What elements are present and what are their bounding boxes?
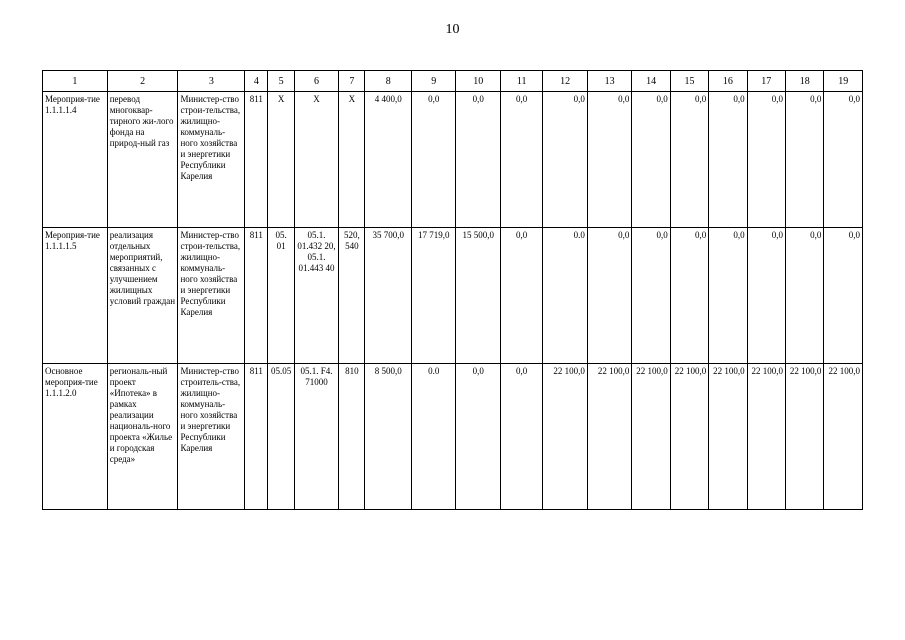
table-cell: Х xyxy=(294,92,338,228)
description-cell: региональ-ный проект «Ипотека» в рамках реализации националь-ного проекта «Жилье и городская среда» xyxy=(107,364,178,510)
column-header: 16 xyxy=(709,71,747,92)
executor-cell: Министер-ство строитель-ства, жилищно-коммуналь-ного хозяйства и энергетики Республики Карелия xyxy=(178,364,245,510)
table-cell: 0,0 xyxy=(500,92,542,228)
column-header: 10 xyxy=(456,71,500,92)
executor-cell: Министер-ство строи-тельства, жилищно-коммуналь-ного хозяйства и энергетики Республики Карелия xyxy=(178,92,245,228)
table-cell: 22 100,0 xyxy=(824,364,863,510)
table-cell: 0,0 xyxy=(709,92,747,228)
table-cell: 0,0 xyxy=(747,92,785,228)
budget-table xyxy=(42,70,863,510)
measure-cell: Мероприя-тие 1.1.1.1.4 xyxy=(43,92,108,228)
table-cell: 0,0 xyxy=(500,228,542,364)
table-cell: 8 500,0 xyxy=(365,364,412,510)
table-cell: 0,0 xyxy=(456,92,500,228)
table-cell: 0,0 xyxy=(670,92,708,228)
table-cell: 05.1. 01.432 20, 05.1. 01.443 40 xyxy=(294,228,338,364)
column-header: 12 xyxy=(543,71,587,92)
column-header: 6 xyxy=(294,71,338,92)
description-cell: перевод многоквар-тирного жи-лого фонда на природ-ный газ xyxy=(107,92,178,228)
measure-cell: Мероприя-тие 1.1.1.1.5 xyxy=(43,228,108,364)
table-cell: 22 100,0 xyxy=(747,364,785,510)
column-header: 9 xyxy=(411,71,455,92)
table-cell: 05. 01 xyxy=(268,228,294,364)
table-cell: 15 500,0 xyxy=(456,228,500,364)
table-cell: 22 100,0 xyxy=(786,364,824,510)
column-header: 3 xyxy=(178,71,245,92)
table-cell: 0,0 xyxy=(824,228,863,364)
column-header: 8 xyxy=(365,71,412,92)
column-header: 7 xyxy=(339,71,365,92)
table-cell: 0,0 xyxy=(709,228,747,364)
table-cell: 0,0 xyxy=(786,92,824,228)
header-row xyxy=(43,71,863,92)
table-row xyxy=(43,92,863,228)
table-cell: 0,0 xyxy=(500,364,542,510)
page-number: 10 xyxy=(445,22,460,37)
column-header: 14 xyxy=(632,71,670,92)
table-cell: 0,0 xyxy=(824,92,863,228)
table-cell: 811 xyxy=(245,364,268,510)
table-cell: 810 xyxy=(339,364,365,510)
table-cell: 22 100,0 xyxy=(632,364,670,510)
column-header: 4 xyxy=(245,71,268,92)
column-header: 15 xyxy=(670,71,708,92)
table-cell: 22 100,0 xyxy=(670,364,708,510)
table-cell: 0,0 xyxy=(411,92,455,228)
table-cell: 811 xyxy=(245,92,268,228)
table-cell: 0.0 xyxy=(411,364,455,510)
table-cell: 0,0 xyxy=(587,92,631,228)
column-header: 5 xyxy=(268,71,294,92)
table-cell: 22 100,0 xyxy=(587,364,631,510)
table-cell: 0,0 xyxy=(632,92,670,228)
table-cell: 35 700,0 xyxy=(365,228,412,364)
column-header: 1 xyxy=(43,71,108,92)
description-cell: реализация отдельных мероприятий, связанных с улучшением жилищных условий граждан xyxy=(107,228,178,364)
table-cell: 4 400,0 xyxy=(365,92,412,228)
column-header: 17 xyxy=(747,71,785,92)
column-header: 18 xyxy=(786,71,824,92)
table-cell: Х xyxy=(339,92,365,228)
column-header: 2 xyxy=(107,71,178,92)
table-cell: 811 xyxy=(245,228,268,364)
table-row xyxy=(43,228,863,364)
column-header: 19 xyxy=(824,71,863,92)
table-cell: 05.1. F4. 71000 xyxy=(294,364,338,510)
table-cell: Х xyxy=(268,92,294,228)
table-cell: 05.05 xyxy=(268,364,294,510)
table-cell: 22 100,0 xyxy=(709,364,747,510)
table-cell: 22 100,0 xyxy=(543,364,587,510)
executor-cell: Министер-ство строи-тельства, жилищно-коммуналь-ного хозяйства и энергетики Республики Карелия xyxy=(178,228,245,364)
table-cell: 0,0 xyxy=(587,228,631,364)
table-row xyxy=(43,364,863,510)
table-cell: 0,0 xyxy=(670,228,708,364)
table-cell: 17 719,0 xyxy=(411,228,455,364)
table-cell: 0,0 xyxy=(632,228,670,364)
table-cell: 0.0 xyxy=(543,228,587,364)
table-cell: 0,0 xyxy=(543,92,587,228)
table-cell: 0,0 xyxy=(786,228,824,364)
table-cell: 0,0 xyxy=(456,364,500,510)
measure-cell: Основное мероприя-тие 1.1.1.2.0 xyxy=(43,364,108,510)
table-cell: 520, 540 xyxy=(339,228,365,364)
table-cell: 0,0 xyxy=(747,228,785,364)
column-header: 11 xyxy=(500,71,542,92)
column-header: 13 xyxy=(587,71,631,92)
